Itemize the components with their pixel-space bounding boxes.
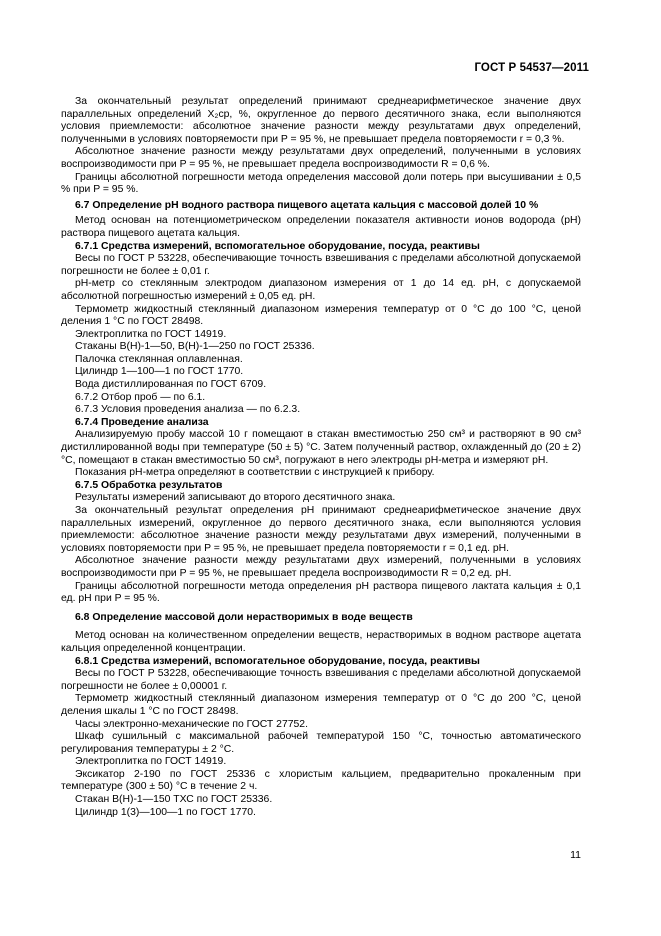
paragraph: Термометр жидкостный стеклянный диапазоном измерения температур от 0 °C до 200 °C, ценой деления шкалы 1 °C по ГОСТ 28498. bbox=[61, 693, 581, 717]
section-heading: 6.7 Определение pH водного раствора пищевого ацетата кальция с массовой долей 10 % bbox=[75, 199, 539, 211]
paragraph: pH-метр со стеклянным электродом диапазоном измерения от 1 до 14 ед. pH, с допускаемой абсолютной погрешностью измерений ± 0,05 ед. pH. bbox=[61, 278, 581, 302]
paragraph: Весы по ГОСТ Р 53228, обеспечивающие точность взвешивания с пределами абсолютной допускаемой погрешности не более ± 0,00001 г. bbox=[61, 668, 581, 692]
paragraph: Весы по ГОСТ Р 53228, обеспечивающие точность взвешивания с пределами абсолютной допускаемой погрешности не более ± 0,01 г. bbox=[61, 253, 581, 277]
paragraph: Абсолютное значение разности между результатами двух измерений, полученными в условиях воспроизводимости при P = 95 %, не превышает предела воспроизводимости R = 0,2 ед. pH. bbox=[61, 555, 581, 579]
paragraph: Шкаф сушильный с максимальной рабочей температурой 150 °C, точностью автоматического регулирования температуры ± 2 °C. bbox=[61, 731, 581, 755]
page-number: 11 bbox=[570, 849, 581, 861]
document-body bbox=[61, 96, 581, 819]
paragraph: Термометр жидкостный стеклянный диапазоном измерения температур от 0 °C до 100 °C, ценой деления 1 °C по ГОСТ 28498. bbox=[61, 303, 581, 328]
paragraph: Часы электронно-механические по ГОСТ 27752. bbox=[75, 718, 308, 730]
paragraph: Абсолютное значение разности между результатами двух определений, полученными в условиях воспроизводимости при P = 95 %, не превышает предела воспроизводимости R = 0,6 %. bbox=[61, 146, 581, 170]
paragraph: 6.7.2 Отбор проб — по 6.1. bbox=[75, 391, 206, 403]
paragraph: Границы абсолютной погрешности метода определения массовой доли потерь при высушивании ± 0,5 % при P = 95 %. bbox=[61, 171, 581, 196]
paragraph: Цилиндр 1(3)—100—1 по ГОСТ 1770. bbox=[75, 806, 256, 818]
paragraph: Результаты измерений записывают до второго десятичного знака. bbox=[75, 492, 396, 504]
paragraph: За окончательный результат определений принимают среднеарифметическое значение двух параллельных определений X₂ср, %, округленное до первого десятичного знака, если выполняются условия приемлемости: абсолютное значение разности между результатами двух определений, полученными в условиях повторяемости при P = 95 %, не превышает предела повторяемости r = 0,3 %. bbox=[61, 96, 581, 145]
subsection-heading: 6.7.4 Проведение анализа bbox=[75, 416, 209, 428]
paragraph: Цилиндр 1—100—1 по ГОСТ 1770. bbox=[75, 366, 244, 378]
paragraph: Электроплитка по ГОСТ 14919. bbox=[75, 756, 227, 768]
paragraph: Эксикатор 2-190 по ГОСТ 25336 с хлористым кальцием, предварительно прокаленным при температуре (300 ± 50) °C в течение 2 ч. bbox=[61, 768, 581, 793]
subsection-heading: 6.7.1 Средства измерений, вспомогательное оборудование, посуда, реактивы bbox=[75, 240, 480, 252]
paragraph: Вода дистиллированная по ГОСТ 6709. bbox=[75, 379, 267, 391]
paragraph: Метод основан на количественном определении веществ, нерастворимых в водном растворе ацетата кальция определенной концентрации. bbox=[61, 630, 581, 654]
document-header: ГОСТ Р 54537—2011 bbox=[474, 62, 589, 74]
paragraph: Стакан В(Н)-1—150 ТХС по ГОСТ 25336. bbox=[75, 794, 273, 806]
paragraph: Метод основан на потенциометрическом определении показателя активности ионов водорода (pH) раствора пищевого ацетата кальция. bbox=[61, 215, 581, 239]
paragraph: Электроплитка по ГОСТ 14919. bbox=[75, 328, 227, 340]
section-heading: 6.8 Определение массовой доли нерастворимых в воде веществ bbox=[75, 611, 413, 623]
paragraph: Границы абсолютной погрешности метода определения pH раствора пищевого лактата кальция ± 0,1 ед. pH при P = 95 %. bbox=[61, 580, 581, 605]
subsection-heading: 6.7.5 Обработка результатов bbox=[75, 479, 223, 491]
paragraph: 6.7.3 Условия проведения анализа — по 6.2.3. bbox=[75, 404, 301, 416]
paragraph: Анализируемую пробу массой 10 г помещают в стакан вместимостью 250 см³ и растворяют в 90 см³ дистиллированной воды при температуре (50 ± 5) °C. Затем полученный раствор, охлажденный до (20 ± 2) °C, помещают в стакан вместимостью 50 см³, погружают в него электроды pH-метра и измеряют pH. bbox=[61, 429, 581, 466]
paragraph: Палочка стеклянная оплавленная. bbox=[75, 353, 243, 365]
paragraph: Показания pH-метра определяют в соответствии с инструкцией к прибору. bbox=[75, 467, 435, 479]
paragraph: За окончательный результат определения pH принимают среднеарифметическое значение двух параллельных измерений, округленное до первого десятичного знака, если выполняются условия приемлемости: абсолютное значение разности между результатами двух измерений, полученными в условиях повторяемости при P = 95 %, не превышает предела повторяемости r = 0,1 ед. pH. bbox=[61, 505, 581, 554]
paragraph: Стаканы В(Н)-1—50, В(Н)-1—250 по ГОСТ 25336. bbox=[75, 341, 315, 353]
subsection-heading: 6.8.1 Средства измерений, вспомогательное оборудование, посуда, реактивы bbox=[75, 655, 480, 667]
